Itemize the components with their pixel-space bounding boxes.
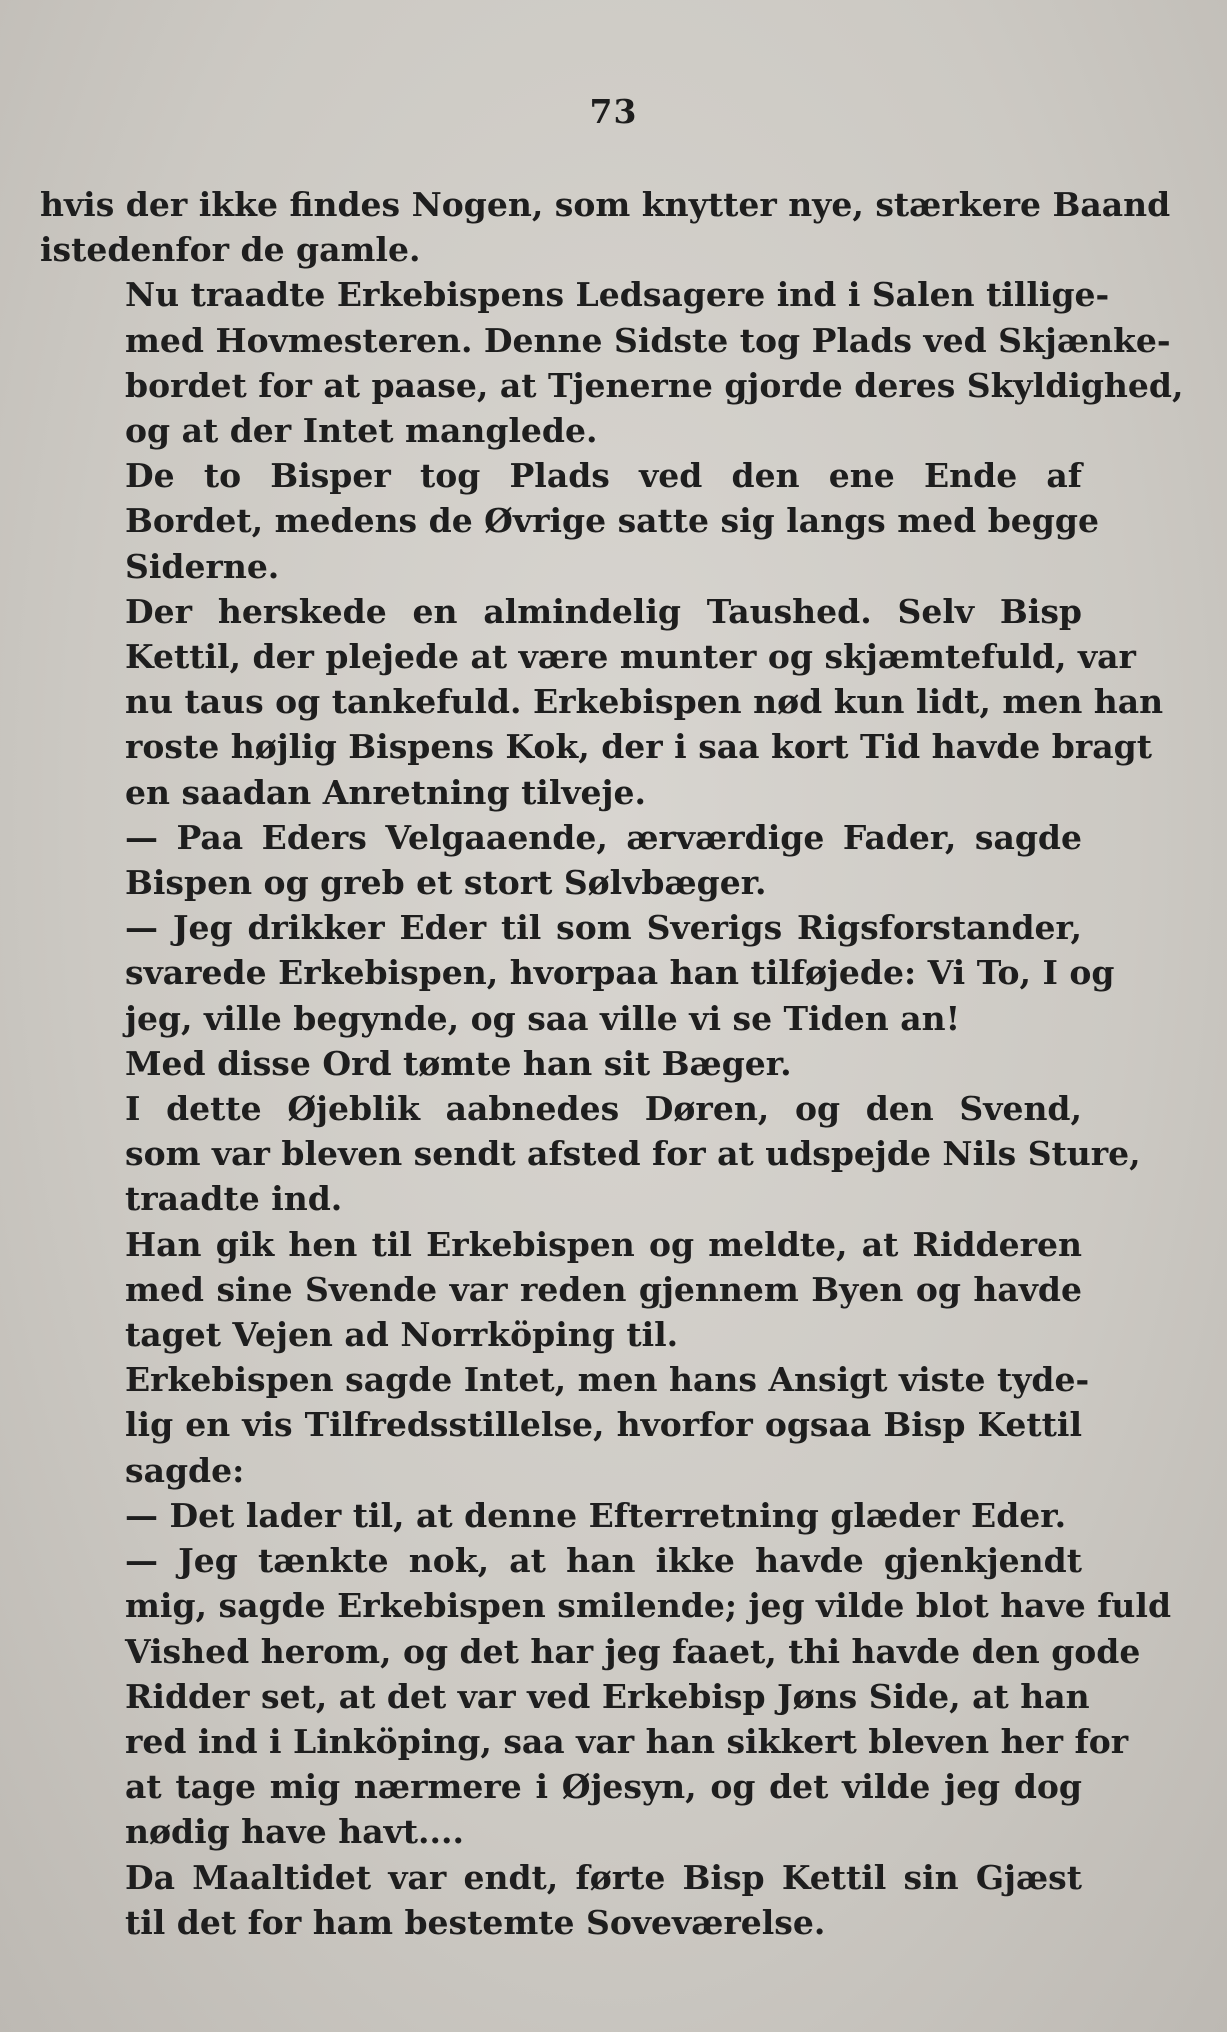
text-line: nu taus og tankefuld. Erkebispen nød kun lidt, men han (125, 682, 1164, 722)
paragraph (40, 1538, 1172, 1854)
text-line: De to Bisper tog Plads ved den ene Ende af (125, 456, 1082, 496)
text-line: Med disse Ord tømte han sit Bæger. (125, 1043, 792, 1083)
text-line: Da Maaltidet var endt, førte Bisp Kettil sin Gjæst (125, 1857, 1082, 1897)
paragraph (40, 1041, 1082, 1086)
text-line: sagde: (125, 1450, 245, 1490)
text-line: nødig have havt.... (125, 1812, 464, 1852)
text-line: Nu traadte Erkebispens Ledsagere ind i Salen tillige- (125, 275, 1110, 315)
paragraph (40, 1222, 1082, 1358)
text-line: Ridder set, at det var ved Erkebisp Jøns Side, at han (125, 1676, 1090, 1716)
page-number: 73 (589, 92, 638, 131)
paragraph (40, 1086, 1141, 1222)
text-line: Han gik hen til Erkebispen og meldte, at Ridderen (125, 1224, 1082, 1264)
text-line: lig en vis Tilfredsstillelse, hvorfor ogsaa Bisp Kettil (125, 1405, 1082, 1445)
text-line: red ind i Linköping, saa var han sikkert bleven her for (125, 1721, 1129, 1761)
text-line: til det for ham bestemte Soveværelse. (125, 1902, 826, 1942)
text-line: mig, sagde Erkebispen smilende; jeg vilde blot have fuld (125, 1586, 1172, 1626)
text-line: med sine Svende var reden gjennem Byen og havde (125, 1269, 1082, 1309)
paragraph (40, 1493, 1082, 1538)
text-line: jeg, ville begynde, og saa ville vi se Tiden an! (125, 998, 961, 1038)
text-line: med Hovmesteren. Denne Sidste tog Plads ved Skjænke- (125, 320, 1171, 360)
paragraph (40, 815, 1082, 905)
paragraph (40, 905, 1115, 1041)
text-line: hvis der ikke findes Nogen, som knytter nye, stærkere Baand (40, 185, 1171, 224)
text-line: traadte ind. (125, 1179, 343, 1219)
paragraph (40, 453, 1099, 589)
text-line: Bordet, medens de Øvrige satte sig langs med begge (125, 501, 1099, 541)
paragraph (40, 589, 1164, 815)
text-line: Kettil, der plejede at være munter og skjæmtefuld, var (125, 637, 1136, 677)
paragraph (40, 1357, 1090, 1493)
paragraph (40, 1855, 1082, 1945)
text-line: bordet for at paase, at Tjenerne gjorde deres Skyldighed, (125, 365, 1184, 405)
text-line: Erkebispen sagde Intet, men hans Ansigt viste tyde- (125, 1360, 1090, 1400)
text-line: istedenfor de gamle. (40, 230, 421, 270)
text-line: Vished herom, og det har jeg faaet, thi havde den gode (125, 1631, 1141, 1671)
text-line: roste højlig Bispens Kok, der i saa kort Tid havde bragt (125, 727, 1152, 767)
text-line: taget Vejen ad Norrköping til. (125, 1315, 679, 1355)
text-line: Bispen og greb et stort Sølvbæger. (125, 863, 767, 903)
text-line: — Paa Eders Velgaaende, ærværdige Fader, sagde (125, 817, 1082, 857)
text-line: I dette Øjeblik aabnedes Døren, og den Svend, (125, 1089, 1082, 1129)
text-line: — Jeg tænkte nok, at han ikke havde gjenkjendt (125, 1541, 1082, 1581)
text-line: en saadan Anretning tilveje. (125, 772, 646, 812)
text-line: at tage mig nærmere i Øjesyn, og det vilde jeg dog (125, 1767, 1082, 1807)
text-line: Siderne. (125, 546, 280, 586)
paragraph (40, 272, 1184, 453)
body-text (40, 182, 1184, 1945)
text-line: Der herskede en almindelig Taushed. Selv Bisp (125, 591, 1082, 631)
text-line: som var bleven sendt afsted for at udspejde Nils Sture, (125, 1134, 1141, 1174)
text-line: svarede Erkebispen, hvorpaa han tilføjede: Vi To, I og (125, 953, 1115, 993)
text-line: — Jeg drikker Eder til som Sverigs Rigsforstander, (125, 908, 1082, 948)
text-line: — Det lader til, at denne Efterretning glæder Eder. (125, 1495, 1067, 1535)
text-line: og at der Intet manglede. (125, 411, 598, 451)
paragraph (40, 182, 1171, 272)
